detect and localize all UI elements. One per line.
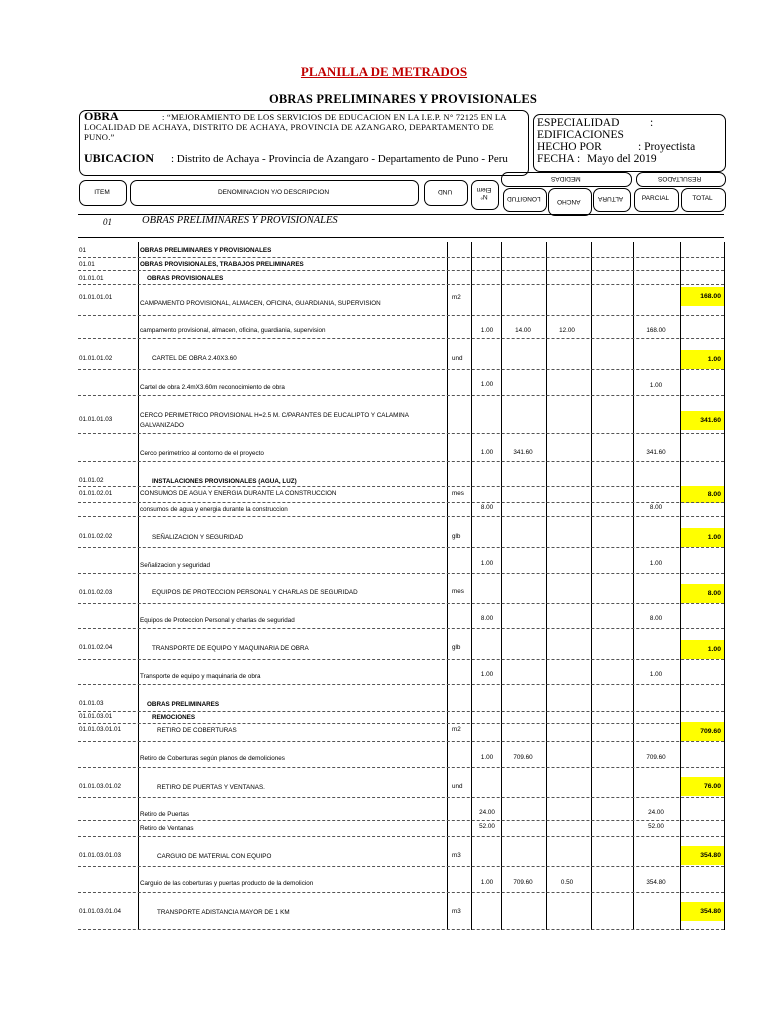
row-parcial: 24.00 (648, 809, 664, 816)
row-total: 1.00 (681, 528, 724, 547)
fecha-value: Mayo del 2019 (587, 153, 657, 165)
row-desc: SEÑALIZACION Y SEGURIDAD (152, 534, 244, 541)
col-longitud-label: LONGITUD (507, 195, 541, 202)
col-altura-holder (593, 195, 629, 202)
col-desc-label: DENOMINACION Y/O DESCRIPCION (217, 189, 330, 196)
row-parcial: 168.00 (646, 327, 666, 334)
especialidad-value: EDIFICACIONES (537, 129, 624, 141)
row-desc: Carguio de las coberturas y puertas producto de la demolicion (140, 880, 314, 887)
row-n: 1.00 (480, 560, 494, 567)
row-desc: Retiro de Ventanas (140, 825, 194, 832)
row-desc: CARTEL DE OBRA 2.40X3.60 (152, 355, 237, 362)
row-und: m2 (452, 294, 461, 301)
row-item: 01.01.03.01.03 (79, 852, 122, 859)
row-n: 1.00 (480, 327, 494, 334)
row-divider (78, 486, 724, 487)
row-item: 01.01.02 (79, 477, 104, 484)
row-divider (78, 603, 724, 604)
row-desc: RETIRO DE COBERTURAS (157, 727, 237, 734)
row-divider (78, 395, 724, 396)
row-parcial: 1.00 (649, 382, 663, 389)
row-divider (78, 836, 724, 837)
row-largo: 14.00 (515, 327, 531, 334)
row-divider (78, 797, 724, 798)
row-divider (78, 659, 724, 660)
fecha-label: FECHA : (537, 153, 581, 165)
row-ancho: 12.00 (559, 327, 575, 334)
row-total: 1.00 (681, 350, 724, 369)
row-n: 8.00 (480, 504, 494, 511)
col-total-label: TOTAL (692, 195, 713, 202)
col-divider (447, 242, 448, 930)
page-title: PLANILLA DE METRADOS (300, 64, 468, 79)
col-nveces-holder (471, 186, 497, 200)
col-divider (633, 242, 634, 930)
row-divider (78, 628, 724, 629)
ubicacion-text: : Distrito de Achaya - Provincia de Azangaro - Departamento de Puno - Peru (171, 153, 508, 165)
col-medidas-label: MEDIDAS (550, 175, 581, 182)
row-divider (78, 369, 724, 370)
row-divider (78, 929, 724, 930)
hecho-por-label: HECHO POR (537, 141, 602, 153)
row-total: 76.00 (681, 777, 724, 796)
row-largo: 709.60 (513, 754, 533, 761)
row-desc: Cartel de obra 2.4mX3.60m reconocimiento de obra (140, 384, 285, 391)
row-divider (78, 461, 724, 462)
row-n: 8.00 (480, 615, 494, 622)
row-divider (78, 711, 724, 712)
col-divider (138, 242, 139, 930)
row-parcial: 354.80 (646, 879, 666, 886)
row-parcial: 8.00 (649, 504, 663, 511)
row-item: 01.01.01 (79, 275, 104, 282)
row-n: 1.00 (480, 879, 494, 886)
col-longitud-holder (503, 195, 545, 202)
row-divider (78, 547, 724, 548)
row-desc: TRANSPORTE DE EQUIPO Y MAQUINARIA DE OBRA (152, 645, 309, 652)
row-largo: 341.60 (513, 449, 533, 456)
row-n: 24.00 (479, 809, 495, 816)
obra-text: : “MEJORAMIENTO DE LOS SERVICIOS DE EDUCACION EN LA I.E.P. N° 72125 EN LA LOCALIDAD DE ACHAYA, DISTRITO DE ACHAYA, PROVINCIA DE AZANGARO, DEPARTAMENTO DE PUNO.” (84, 112, 507, 142)
row-und: m3 (452, 852, 461, 859)
row-desc: OBRAS PRELIMINARES Y PROVISIONALES (140, 247, 272, 254)
row-divider (78, 892, 724, 893)
row-n: 1.00 (480, 671, 494, 678)
row-desc: TRANSPORTE ADISTANCIA MAYOR DE 1 KM (157, 909, 290, 916)
row-und: mes (452, 490, 464, 497)
row-desc: Equipos de Proteccion Personal y charlas de seguridad (140, 617, 295, 624)
row-desc: CAMPAMENTO PROVISIONAL, ALMACEN, OFICINA, GUARDIANIA, SUPERVISION (140, 300, 381, 307)
col-parcial-label: PARCIAL (641, 195, 670, 202)
row-n: 1.00 (480, 449, 494, 456)
row-total: 354.80 (681, 846, 724, 865)
row-divider (78, 684, 724, 685)
row-item: 01.01.02.04 (79, 644, 113, 651)
row-desc: campamento provisional, almacen, oficina, guardiania, supervision (140, 327, 326, 334)
row-n: 1.00 (480, 381, 494, 388)
row-item: 01 (79, 247, 87, 254)
row-und: glb (452, 644, 461, 651)
row-desc: EQUIPOS DE PROTECCION PERSONAL Y CHARLAS DE SEGURIDAD (152, 589, 358, 596)
col-altura-label: ALTURA (598, 195, 624, 202)
row-divider (78, 516, 724, 517)
row-largo: 709.60 (513, 879, 533, 886)
row-divider (78, 257, 724, 258)
row-item: 01.01.01.02 (79, 355, 113, 362)
row-desc: Retiro de Puertas (140, 811, 190, 818)
row-divider (78, 502, 724, 503)
row-item: 01.01.03.01.02 (79, 783, 122, 790)
row-n: 52.00 (479, 823, 495, 830)
page-subtitle: OBRAS PRELIMINARES Y PROVISIONALES (268, 92, 538, 106)
row-divider (78, 741, 724, 742)
col-divider (546, 242, 547, 930)
col-ancho-label: ANCHO (557, 198, 581, 205)
row-total: 8.00 (681, 486, 724, 503)
col-nveces-label: N° Elem (476, 186, 492, 200)
row-divider (78, 284, 724, 285)
row-n: 1.00 (480, 754, 494, 761)
row-divider (78, 767, 724, 768)
col-ancho-holder (548, 198, 590, 205)
ubicacion-label: UBICACION (84, 151, 155, 165)
row-item: 01.01.02.02 (79, 533, 113, 540)
row-desc: Señalizacion y seguridad (140, 562, 211, 569)
row-divider (78, 723, 724, 724)
row-item: 01.01.01.03 (79, 416, 113, 423)
row-item: 01.01.01.01 (79, 294, 113, 301)
row-parcial: 341.60 (646, 449, 666, 456)
col-medidas-holder (501, 175, 630, 182)
row-parcial: 1.00 (649, 560, 663, 567)
row-und: und (452, 783, 463, 790)
especialidad-label: ESPECIALIDAD (537, 117, 620, 129)
row-parcial: 709.60 (646, 754, 666, 761)
row-ancho: 0.50 (560, 879, 574, 886)
row-desc: Transporte de equipo y maquinaria de obra (140, 673, 261, 680)
row-desc: OBRAS PROVISIONALES (147, 275, 224, 282)
row-item: 01.01.03.01 (79, 713, 113, 720)
row-und: glb (452, 533, 461, 540)
row-desc: INSTALACIONES PROVISIONALES (AGUA, LUZ) (152, 478, 297, 485)
row-item: 01.01.03 (79, 700, 104, 707)
col-item-label: ITEM (94, 189, 110, 196)
row-divider (78, 315, 724, 316)
row-item: 01.01.03.01.04 (79, 908, 122, 915)
row-desc: OBRAS PROVISIONALES, TRABAJOS PRELIMINARES (140, 261, 304, 268)
row-item: 01.01.02.03 (79, 589, 113, 596)
row-divider (78, 433, 724, 434)
row-parcial: 52.00 (648, 823, 664, 830)
row-item: 01.01 (79, 261, 95, 268)
row-desc: consumos de agua y energia durante la construccion (140, 506, 288, 513)
row-desc: REMOCIONES (152, 714, 196, 721)
row-desc: CERCO PERIMETRICO PROVISIONAL H=2.5 M. C/PARANTES DE EUCALIPTO Y CALAMINA GALVANIZADO (140, 412, 409, 429)
obra-label: OBRA (84, 109, 119, 123)
row-item: 01.01.02.01 (79, 490, 113, 497)
section-item: 01 (103, 217, 112, 227)
hecho-por-value: : Proyectista (638, 141, 696, 153)
col-divider (591, 242, 592, 930)
row-total: 1.00 (681, 640, 724, 659)
row-divider (78, 270, 724, 271)
row-parcial: 8.00 (649, 615, 663, 622)
row-desc: CONSUMOS DE AGUA Y ENERGIA DURANTE LA CONSTRUCCION (140, 490, 337, 497)
row-divider (78, 573, 724, 574)
row-total: 168.00 (681, 287, 724, 306)
row-und: mes (452, 588, 464, 595)
row-item: 01.01.03.01.01 (79, 726, 122, 733)
row-divider (78, 820, 724, 821)
row-total: 8.00 (681, 584, 724, 603)
especialidad-colon: : (650, 117, 654, 129)
row-total: 341.60 (681, 411, 724, 430)
row-und: m2 (452, 726, 461, 733)
row-desc: RETIRO DE PUERTAS Y VENTANAS. (157, 784, 265, 791)
row-total: 354.80 (681, 902, 724, 921)
col-resultados-label: RESULTADOS (658, 175, 702, 182)
row-divider (78, 866, 724, 867)
col-und-label: UND (437, 188, 453, 195)
row-desc: Retiro de Coberturas según planos de demoliciones (140, 755, 285, 762)
row-total: 709.60 (681, 722, 724, 741)
row-und: und (452, 355, 463, 362)
row-desc: Cerco perimetrico al contorno de el proyecto (140, 450, 264, 457)
row-parcial: 1.00 (649, 671, 663, 678)
row-divider (78, 338, 724, 339)
section-title: OBRAS PRELIMINARES Y PROVISIONALES (142, 215, 338, 226)
section-bottom-line (78, 237, 724, 238)
row-und: m3 (452, 908, 461, 915)
col-und-holder (424, 188, 466, 195)
col-divider (724, 242, 725, 930)
row-desc: OBRAS PRELIMINARES (147, 701, 220, 708)
row-desc: CARGUIO DE MATERIAL CON EQUIPO (157, 853, 272, 860)
col-resultados-holder (636, 175, 724, 182)
